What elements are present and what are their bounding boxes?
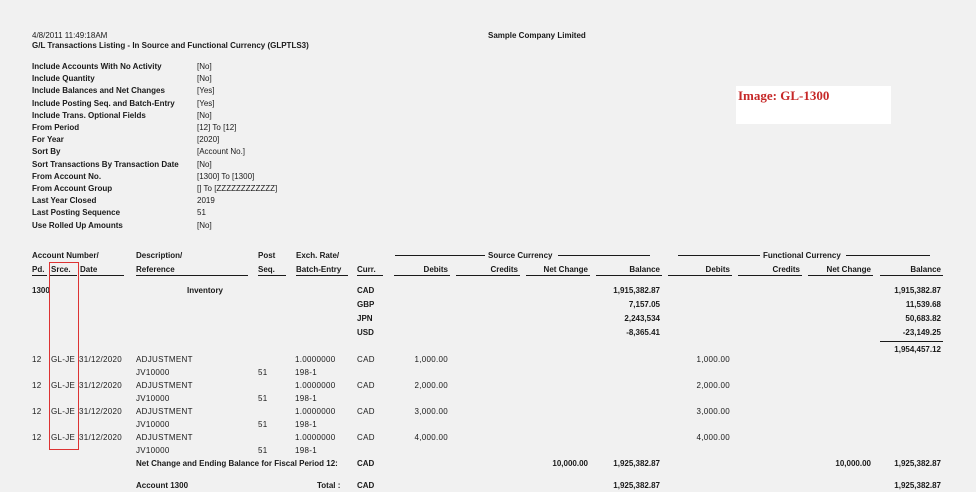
param-value: [Yes] bbox=[197, 98, 215, 108]
txn-seq: 51 bbox=[258, 394, 268, 403]
net-change-src-balance: 1,925,382.87 bbox=[613, 459, 660, 468]
txn-exch-rate: 1.0000000 bbox=[295, 381, 336, 390]
col-srce: Srce. bbox=[51, 265, 71, 274]
balance-src: -8,365.41 bbox=[626, 328, 660, 337]
txn-seq: 51 bbox=[258, 420, 268, 429]
txn-curr: CAD bbox=[357, 407, 375, 416]
total-account-label: Account 1300 bbox=[136, 481, 189, 490]
txn-batch-entry: 198-1 bbox=[295, 394, 317, 403]
balance-src: 2,243,534 bbox=[624, 314, 660, 323]
srce-highlight-box bbox=[49, 262, 79, 450]
image-label-box bbox=[736, 86, 891, 124]
total-src-balance: 1,925,382.87 bbox=[613, 481, 660, 490]
param-label: Include Quantity bbox=[32, 74, 95, 84]
opening-total: 1,954,457.12 bbox=[894, 345, 941, 354]
txn-description: ADJUSTMENT bbox=[136, 407, 193, 416]
txn-exch-rate: 1.0000000 bbox=[295, 355, 336, 364]
txn-batch-entry: 198-1 bbox=[295, 446, 317, 455]
txn-func-debit: 4,000.00 bbox=[696, 433, 730, 442]
col-batch-entry: Batch-Entry bbox=[296, 265, 342, 274]
param-label: Include Trans. Optional Fields bbox=[32, 110, 146, 120]
net-change-func-net: 10,000.00 bbox=[835, 459, 871, 468]
src-col-credits: Credits bbox=[490, 265, 518, 274]
txn-curr: CAD bbox=[357, 381, 375, 390]
report-datetime: 4/8/2011 11:49:18AM bbox=[32, 31, 108, 40]
txn-date: 31/12/2020 bbox=[79, 381, 123, 390]
balance-func: 50,683.82 bbox=[905, 314, 941, 323]
txn-src-debit: 4,000.00 bbox=[414, 433, 448, 442]
txn-pd: 12 bbox=[32, 355, 42, 364]
txn-batch-entry: 198-1 bbox=[295, 368, 317, 377]
net-change-func-balance: 1,925,382.87 bbox=[894, 459, 941, 468]
balance-func: 11,539.68 bbox=[905, 300, 941, 309]
balance-curr: USD bbox=[357, 328, 374, 337]
txn-description: ADJUSTMENT bbox=[136, 355, 193, 364]
src-col-debits: Debits bbox=[423, 265, 448, 274]
total-label: Total : bbox=[317, 481, 341, 490]
balance-func: 1,915,382.87 bbox=[894, 286, 941, 295]
balance-func: -23,149.25 bbox=[902, 328, 941, 337]
txn-exch-rate: 1.0000000 bbox=[295, 407, 336, 416]
company-name: Sample Company Limited bbox=[488, 31, 586, 40]
col-post: Post bbox=[258, 251, 276, 260]
func-col-credits: Credits bbox=[772, 265, 800, 274]
txn-curr: CAD bbox=[357, 433, 375, 442]
txn-src-debit: 3,000.00 bbox=[414, 407, 448, 416]
txn-func-debit: 2,000.00 bbox=[696, 381, 730, 390]
col-description: Description/ bbox=[136, 251, 183, 260]
param-label: Sort Transactions By Transaction Date bbox=[32, 159, 179, 169]
group-source-currency: Source Currency bbox=[488, 251, 553, 260]
txn-date: 31/12/2020 bbox=[79, 433, 123, 442]
col-exch-rate: Exch. Rate/ bbox=[296, 251, 340, 260]
txn-batch-entry: 198-1 bbox=[295, 420, 317, 429]
col-reference: Reference bbox=[136, 265, 175, 274]
account-number: 1300 bbox=[32, 286, 50, 295]
txn-pd: 12 bbox=[32, 407, 42, 416]
txn-reference: JV10000 bbox=[136, 446, 170, 455]
txn-srce: GL-JE bbox=[51, 381, 76, 390]
param-value: [Yes] bbox=[197, 86, 215, 96]
balance-src: 7,157.05 bbox=[628, 300, 660, 309]
txn-pd: 12 bbox=[32, 381, 42, 390]
param-value: [2020] bbox=[197, 135, 220, 145]
txn-description: ADJUSTMENT bbox=[136, 433, 193, 442]
param-value: [No] bbox=[197, 220, 212, 230]
txn-pd: 12 bbox=[32, 433, 42, 442]
param-value: [No] bbox=[197, 159, 212, 169]
txn-reference: JV10000 bbox=[136, 420, 170, 429]
total-func-balance: 1,925,382.87 bbox=[894, 481, 941, 490]
txn-exch-rate: 1.0000000 bbox=[295, 433, 336, 442]
txn-srce: GL-JE bbox=[51, 355, 76, 364]
param-label: Sort By bbox=[32, 147, 61, 157]
param-value: [12] To [12] bbox=[197, 123, 237, 132]
total-curr: CAD bbox=[357, 481, 375, 490]
txn-func-debit: 3,000.00 bbox=[696, 407, 730, 416]
param-value: [1300] To [1300] bbox=[197, 171, 255, 181]
txn-curr: CAD bbox=[357, 355, 375, 364]
txn-srce: GL-JE bbox=[51, 407, 76, 416]
param-label: For Year bbox=[32, 135, 64, 145]
txn-seq: 51 bbox=[258, 446, 268, 455]
param-label: Last Posting Sequence bbox=[32, 208, 121, 218]
param-label: Include Accounts With No Activity bbox=[32, 62, 162, 71]
txn-reference: JV10000 bbox=[136, 394, 170, 403]
txn-src-debit: 2,000.00 bbox=[414, 381, 448, 390]
txn-srce: GL-JE bbox=[51, 433, 76, 442]
func-col-net-change: Net Change bbox=[826, 265, 871, 274]
param-label: Include Balances and Net Changes bbox=[32, 86, 165, 96]
param-value: 51 bbox=[197, 208, 206, 218]
image-label: Image: GL-1300 bbox=[738, 88, 830, 103]
param-label: From Account No. bbox=[32, 171, 102, 181]
net-change-src-net: 10,000.00 bbox=[552, 459, 588, 468]
param-label: Last Year Closed bbox=[32, 196, 97, 206]
param-label: Use Rolled Up Amounts bbox=[32, 220, 123, 230]
txn-date: 31/12/2020 bbox=[79, 407, 123, 416]
src-col-net-change: Net Change bbox=[543, 265, 588, 274]
param-value: [] To [ZZZZZZZZZZZZ] bbox=[197, 184, 278, 193]
param-label: Include Posting Seq. and Batch-Entry bbox=[32, 98, 175, 108]
txn-date: 31/12/2020 bbox=[79, 355, 123, 364]
param-value: [No] bbox=[197, 110, 212, 120]
txn-description: ADJUSTMENT bbox=[136, 381, 193, 390]
src-col-balance: Balance bbox=[629, 265, 660, 274]
param-value: [Account No.] bbox=[197, 147, 246, 157]
col-pd: Pd. bbox=[32, 265, 45, 274]
param-value: 2019 bbox=[197, 196, 215, 206]
txn-func-debit: 1,000.00 bbox=[696, 355, 730, 364]
report-title: G/L Transactions Listing - In Source and Functional Currency (GLPTLS3) bbox=[32, 41, 309, 50]
account-description: Inventory bbox=[187, 286, 224, 295]
balance-src: 1,915,382.87 bbox=[613, 286, 660, 295]
col-account-number: Account Number/ bbox=[32, 251, 99, 260]
col-seq: Seq. bbox=[258, 265, 275, 274]
param-value: [No] bbox=[197, 74, 212, 84]
balance-curr: GBP bbox=[357, 300, 375, 309]
func-col-balance: Balance bbox=[910, 265, 941, 274]
txn-src-debit: 1,000.00 bbox=[414, 355, 448, 364]
param-label: From Account Group bbox=[32, 184, 113, 193]
net-change-label: Net Change and Ending Balance for Fiscal Period 12: bbox=[136, 459, 338, 468]
txn-reference: JV10000 bbox=[136, 368, 170, 377]
group-functional-currency: Functional Currency bbox=[763, 251, 841, 260]
net-change-curr: CAD bbox=[357, 459, 375, 468]
col-date: Date bbox=[80, 265, 98, 274]
func-col-debits: Debits bbox=[705, 265, 730, 274]
param-value: [No] bbox=[197, 62, 212, 71]
col-curr: Curr. bbox=[357, 265, 376, 274]
param-label: From Period bbox=[32, 123, 80, 132]
balance-curr: CAD bbox=[357, 286, 375, 295]
balance-curr: JPN bbox=[357, 314, 373, 323]
txn-seq: 51 bbox=[258, 368, 268, 377]
